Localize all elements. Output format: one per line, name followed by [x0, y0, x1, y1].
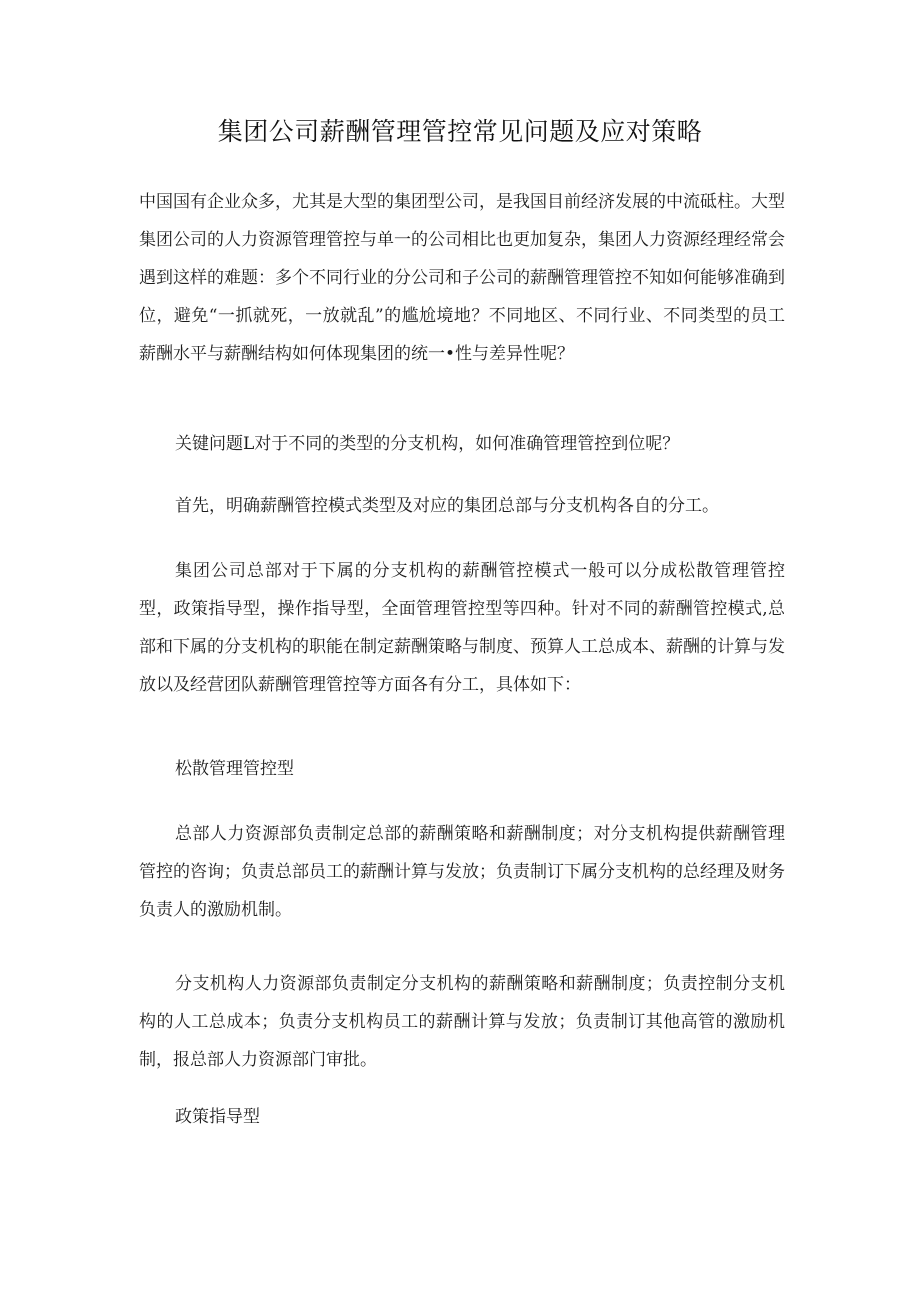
section-heading-policy-guidance: 政策指导型: [175, 1107, 260, 1127]
branch-duties-paragraph: 分支机构人力资源部负责制定分支机构的薪酬策略和薪酬制度；负责控制分支机构的人工总成本；负责分支机构员工的薪酬计算与发放；负责制订其他高管的激励机制，报总部人力资源部门审批。: [139, 974, 785, 1070]
control-modes-paragraph: 集团公司总部对于下属的分支机构的薪酬管控模式一般可以分成松散管理管控型，政策指导型，操作指导型，全面管理管控型等四种。针对不同的薪酬管控模式,总部和下属的分支机构的职能在制定薪酬策略与制度、预算人工总成本、薪酬的计算与发放以及经营团队薪酬管理管控等方面各有分工，具体如下：: [139, 561, 785, 695]
first-step-paragraph: 首先，明确薪酬管控模式类型及对应的集团总部与分支机构各自的分工。: [175, 496, 719, 516]
key-question-paragraph: 关键问题L对于不同的类型的分支机构，如何准确管理管控到位呢？: [175, 434, 680, 454]
document-title: 集团公司薪酬管理管控常见问题及应对策略: [217, 117, 703, 146]
intro-paragraph: 中国国有企业众多，尤其是大型的集团型公司，是我国目前经济发展的中流砥柱。大型集团公司的人力资源管理管控与单一的公司相比也更加复杂，集团人力资源经理经常会遇到这样的难题：多个不同行业的分公司和子公司的薪酬管理管控不知如何能够准确到位，避免“一抓就死，一放就乱”的尴尬境地？不同地区、不同行业、不同类型的员工薪酬水平与薪酬结构如何体现集团的统一•性与差异性呢？: [139, 192, 785, 364]
section-heading-loose-control: 松散管理管控型: [175, 759, 294, 779]
headquarters-duties-paragraph: 总部人力资源部负责制定总部的薪酬策略和薪酬制度；对分支机构提供薪酬管理管控的咨询；负责总部员工的薪酬计算与发放；负责制订下属分支机构的总经理及财务负责人的激励机制。: [139, 824, 785, 920]
